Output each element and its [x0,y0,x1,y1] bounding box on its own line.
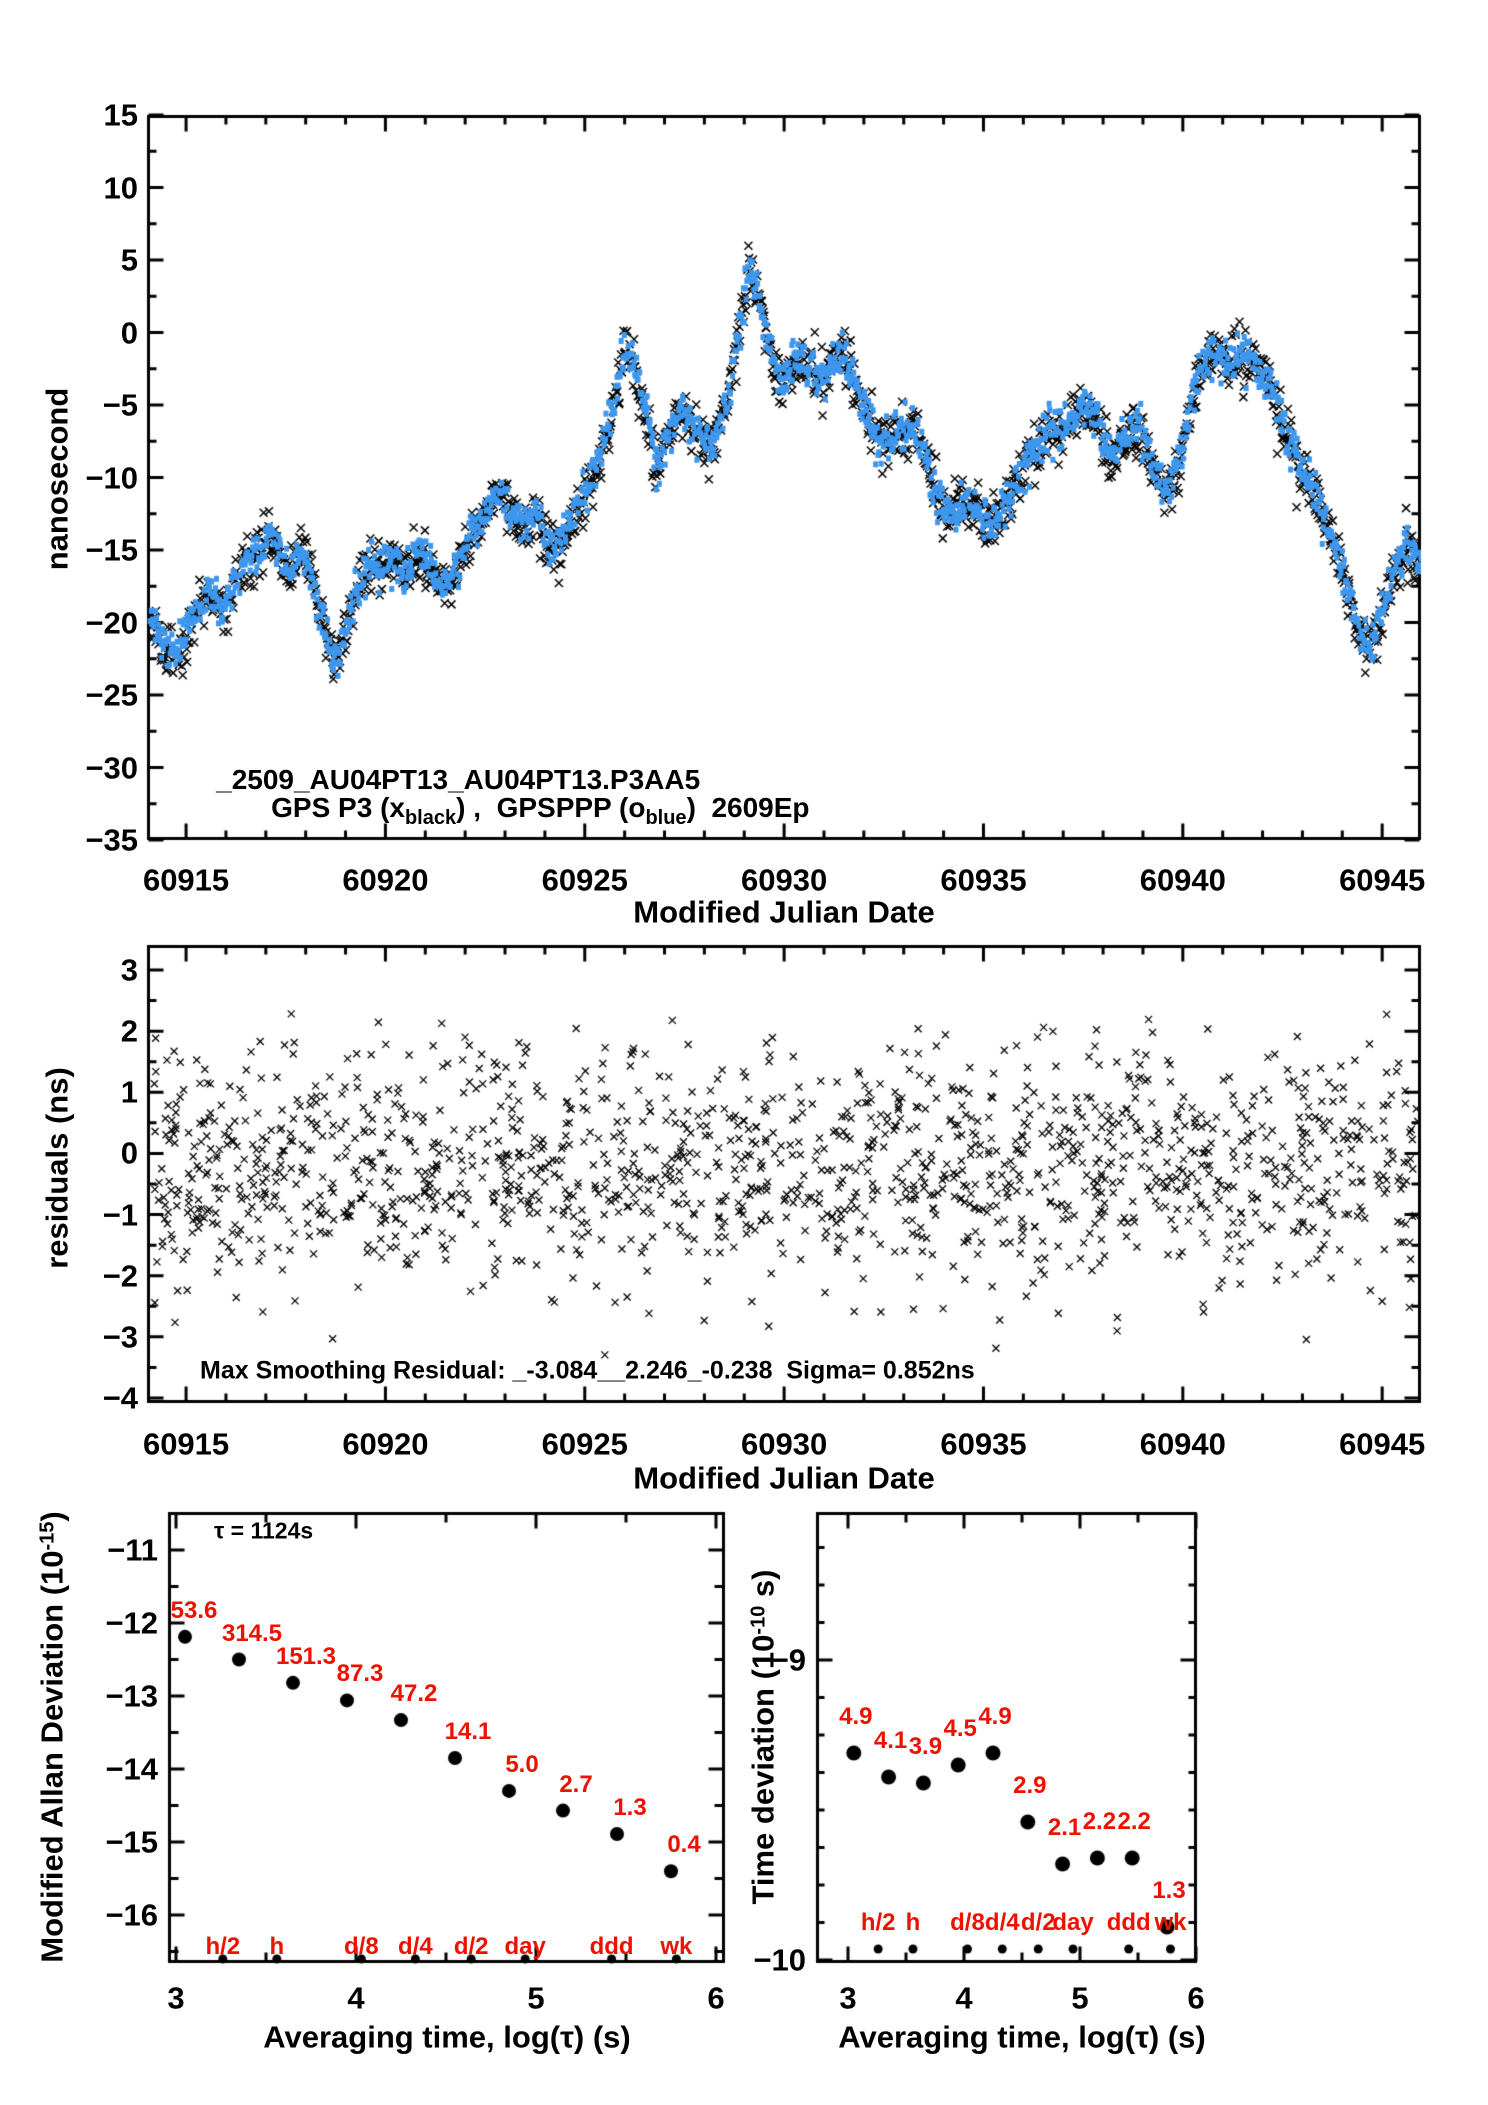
residuals-y-tick-label: 3 [120,952,138,988]
residuals-x-tick-label: 60930 [741,1426,828,1462]
residuals-x-tick-label: 60935 [940,1426,1027,1462]
mdev-point-value-label: 5.0 [505,1750,539,1778]
timeseries-y-tick-label: 15 [103,97,138,133]
timeseries-x-tick-label: 60915 [142,862,230,898]
tdev-y-axis-label: Time deviation ($10^{-10}$ s) [745,1569,781,1905]
timeseries-x-tick-label: 60935 [940,862,1027,898]
timeseries-y-tick-label: −35 [85,822,138,858]
timeseries-y-tick-label: −25 [85,677,138,713]
tdev-y-tick-label: −10 [753,1942,806,1978]
tdev-x-tick-label: 6 [1187,1980,1205,2016]
tdev-ylabel-exponent: -10 [747,1605,770,1635]
tdev-point-value-label: 1.3 [1152,1877,1186,1904]
timeseries-x-axis-label: Modified Julian Date [633,894,935,930]
mdev-x-axis-label: Averaging time, log(τ) (s) [263,2019,631,2055]
residuals-y-tick-label: 1 [120,1074,138,1110]
tdev-period-label: day [1052,1909,1094,1936]
mdev-point-value-label: 314.5 [221,1619,283,1647]
tdev-period-label: ddd [1106,1909,1151,1936]
timeseries-y-tick-label: 0 [120,315,138,350]
mdev-x-tick-label: 3 [167,1980,185,2016]
timeseries-x-tick-label: 60920 [342,862,429,898]
mdev-period-label: d/4 [398,1933,433,1960]
tdev-x-axis-label: Averaging time, log(τ) (s) [838,2019,1206,2055]
tdev-x-tick-label: 5 [1071,1980,1089,2016]
timeseries-x-tick-label: 60945 [1339,862,1426,898]
title-subscript-blue: blue [645,807,687,829]
residuals-x-tick-label: 60915 [142,1426,230,1462]
mdev-period-label: ddd [589,1933,634,1960]
residuals-y-tick-label: −4 [102,1380,138,1416]
mdev-point-value-label: 47.2 [390,1680,438,1708]
tdev-period-label: d/8 [950,1909,985,1936]
mdev-point-value-label: 1.3 [613,1793,647,1821]
mdev-point-value-label: 14.1 [444,1718,492,1746]
mdev-point-value-label: 151.3 [275,1642,337,1670]
residuals-x-tick-label: 60940 [1139,1426,1226,1462]
tdev-point-value-label: 4.9 [839,1703,873,1730]
mdev-y-tick-label: −15 [105,1824,158,1860]
tdev-period-label: h/2 [860,1909,896,1936]
tdev-point-value-label: 2.2 [1082,1808,1117,1835]
residuals-x-tick-label: 60925 [541,1426,628,1462]
mdev-y-axis-label: Modified Allan Deviation $(10^{-15})$ [34,1511,70,1963]
residuals-y-tick-label: −2 [102,1258,138,1294]
tdev-point-value-label: 4.5 [943,1715,977,1742]
mdev-y-tick-label: −13 [105,1678,158,1714]
mdev-period-label: d/8 [344,1933,379,1960]
mdev-point-value-label: 87.3 [336,1660,384,1688]
mdev-period-label: d/2 [453,1933,489,1960]
timeseries-title [185,738,810,856]
mdev-period-label: h [269,1933,285,1960]
mdev-y-tick-label: −12 [105,1605,158,1641]
timeseries-y-tick-label: −30 [85,750,138,785]
residuals-annotation: Max Smoothing Residual: _-3.084__2.246_-0.238 Sigma= 0.852ns [200,1356,975,1385]
tdev-period-label: wk [1154,1909,1187,1936]
tdev-point-value-label: 4.1 [873,1727,908,1754]
timeseries-y-tick-label: −10 [85,460,138,495]
tdev-point-value-label: 2.1 [1047,1814,1082,1841]
timeseries-x-tick-label: 60940 [1139,862,1226,898]
tdev-point-value-label: 2.2 [1117,1808,1151,1835]
mdev-y-tick-label: −16 [105,1897,158,1933]
mdev-point-value-label: 53.6 [170,1596,218,1624]
residuals-x-tick-label: 60945 [1339,1426,1426,1462]
tdev-period-label: h [905,1909,921,1936]
tdev-period-label: d/4 [984,1909,1020,1936]
tdev-period-label: d/2 [1020,1909,1056,1936]
mdev-period-label: wk [660,1933,693,1960]
tdev-point-value-label: 2.9 [1013,1772,1047,1799]
residuals-y-tick-label: −1 [102,1197,138,1233]
mdev-x-tick-label: 6 [707,1980,725,2016]
mdev-y-tick-label: −11 [107,1532,158,1568]
timeseries-y-tick-label: −15 [85,532,138,568]
mdev-y-tick-label: −14 [105,1751,158,1787]
timeseries-title-id: _2509_AU04PT13_AU04PT13.P3AA5 [216,764,701,795]
residuals-x-axis-label: Modified Julian Date [633,1460,935,1496]
mdev-x-tick-label: 4 [347,1980,365,2016]
timeseries-x-tick-label: 60930 [741,862,828,898]
tdev-point-value-label: 3.9 [908,1733,943,1760]
residuals-y-tick-label: 2 [120,1013,138,1049]
tdev-y-tick-label: −9 [770,1642,806,1678]
tdev-x-tick-label: 3 [839,1980,857,2016]
residuals-y-tick-label: −3 [102,1319,138,1355]
timeseries-y-tick-label: −20 [85,605,138,640]
residuals-y-axis-label: residuals (ns) [39,1067,75,1269]
tdev-x-tick-label: 4 [955,1980,973,2016]
mdev-tau-annotation: τ = 1124s [214,1517,314,1544]
title-subscript-black: black [404,807,457,829]
mdev-point-value-label: 2.7 [559,1770,593,1798]
residuals-x-tick-label: 60920 [342,1426,429,1462]
tdev-point-value-label: 4.9 [978,1703,1012,1730]
timeseries-y-tick-label: −5 [102,387,138,423]
timeseries-title-gps: GPS P3 $(x_{black})$ , GPSPPP $(o_{blue})$ 2609Ep [271,792,810,829]
mdev-x-tick-label: 5 [527,1980,545,2016]
mdev-period-label: day [504,1933,546,1960]
mdev-period-label: h/2 [205,1933,241,1960]
mdev-point-value-label: 0.4 [667,1831,701,1859]
timeseries-y-tick-label: 5 [120,242,138,278]
timeseries-y-axis-label: nanosecond [39,387,75,571]
timeseries-x-tick-label: 60925 [541,862,628,898]
timeseries-y-tick-label: 10 [103,170,138,205]
mdev-ylabel-exponent: -15 [36,1521,59,1551]
residuals-y-tick-label: 0 [120,1135,138,1171]
